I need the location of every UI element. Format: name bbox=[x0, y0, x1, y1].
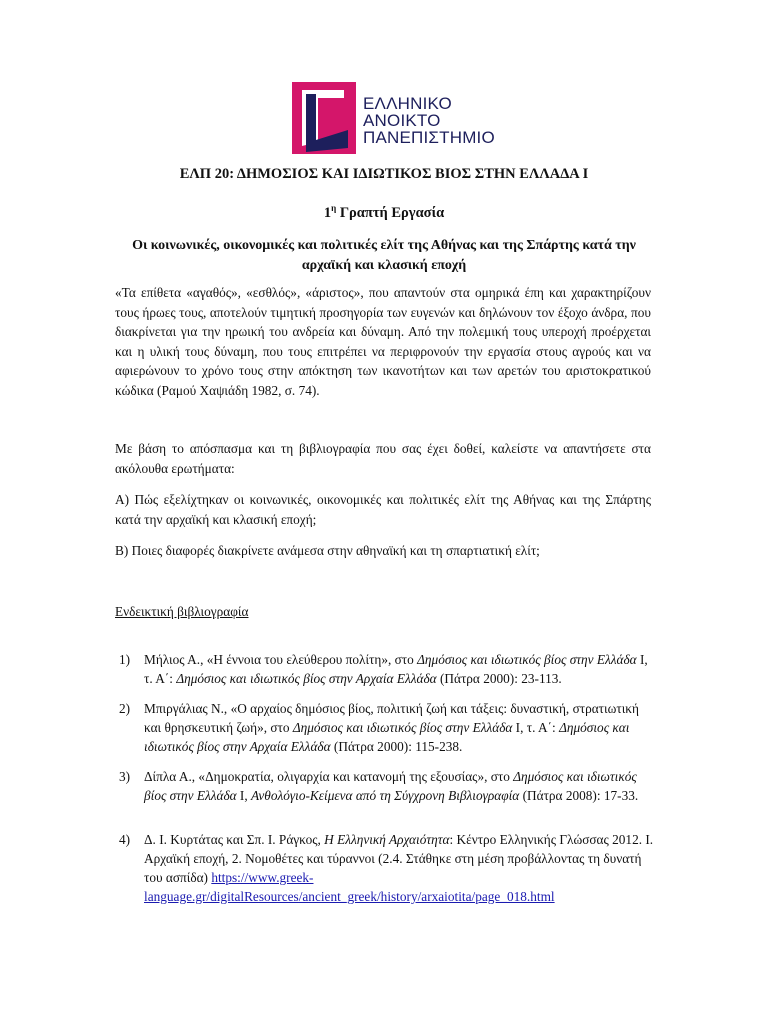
bibliography-heading: Ενδεικτική βιβλιογραφία bbox=[115, 604, 249, 619]
bib-text bbox=[144, 699, 655, 756]
bib-number: 4) bbox=[119, 832, 131, 847]
bib-series: Δημόσιος και ιδιωτικός βίος στην Ελλάδα bbox=[292, 720, 513, 735]
bib-series: Δημόσιος και ιδιωτικός βίος στην Ελλάδα bbox=[417, 652, 637, 667]
bib-volume: Ι, τ. Α΄: bbox=[512, 720, 560, 735]
bibliography-item bbox=[115, 650, 655, 688]
topic-line-2: αρχαϊκή και κλασική εποχή bbox=[301, 258, 467, 273]
bib-subtitle: Δημόσιος και ιδιωτικός βίος στην Αρχαία Ελλάδα bbox=[144, 720, 630, 754]
assignment-ordinal: η bbox=[331, 203, 337, 213]
logo-line-2: ΑΝΟΙΚΤΟ bbox=[363, 111, 441, 130]
bib-author: Μήλιος Α., «Η έννοια του ελεύθερου πολίτη», στο bbox=[144, 652, 418, 667]
bibliography-item bbox=[115, 830, 655, 906]
bibliography-item bbox=[115, 767, 655, 805]
bib-pages: (Πάτρα 2000): 23-113. bbox=[436, 671, 562, 686]
bib-text bbox=[144, 830, 655, 906]
logo-wordmark bbox=[363, 95, 495, 146]
assignment-title bbox=[0, 203, 768, 222]
bib-author: Μπιργάλιας Ν., «Ο αρχαίος δημόσιος βίος, πολιτική ζωή και τάξεις: δυναστική, στρατιωτική και θρησκευτική ζωή», στο bbox=[144, 701, 639, 735]
bib-volume: Ι, bbox=[236, 788, 252, 803]
intro-paragraph: Με βάση το απόσπασμα και τη βιβλιογραφία που σας έχει δοθεί, καλείστε να απαντήσετε στα ακόλουθα ερωτήματα: bbox=[115, 441, 651, 476]
bib-pages: (Πάτρα 2000): 115-238. bbox=[330, 739, 463, 754]
bib-series: Δημόσιος και ιδιωτικός βίος στην Ελλάδα bbox=[144, 769, 637, 803]
bib-author: Δ. Ι. Κυρτάτας και Σπ. Ι. Ράγκος, bbox=[144, 832, 325, 847]
question-a: Α) Πώς εξελίχτηκαν οι κοινωνικές, οικονομικές και πολιτικές ελίτ της Αθήνας και της Σπάρτης κατά την αρχαϊκή και κλασική εποχή; bbox=[115, 492, 651, 527]
bib-number: 2) bbox=[119, 701, 131, 716]
bib-subtitle: Δημόσιος και ιδιωτικός βίος στην Αρχαία Ελλάδα bbox=[176, 671, 437, 686]
bib-details: : Κέντρο Ελληνικής Γλώσσας 2012. Ι. Αρχαϊκή εποχή, 2. Νομοθέτες και τύραννοι (2.4. Στάθηκε στη μέση προβάλλοντας τη δυνατή του ασπίδα) bbox=[144, 832, 654, 885]
bib-subtitle: Ανθολόγιο-Κείμενα από τη Σύγχρονη Βιβλιογραφία bbox=[251, 788, 520, 803]
bib-author: Δίπλα Α., «Δημοκρατία, ολιγαρχία και κατανομή της εξουσίας», στο bbox=[144, 769, 514, 784]
course-title: ΕΛΠ 20: ΔΗΜΟΣΙΟΣ ΚΑΙ ΙΔΙΩΤΙΚΟΣ ΒΙΟΣ ΣΤΗΝ ΕΛΛΑΔΑ Ι bbox=[179, 166, 589, 182]
topic-line-1: Οι κοινωνικές, οικονομικές και πολιτικές ελίτ της Αθήνας και της Σπάρτης κατά την bbox=[132, 238, 636, 253]
logo-line-3: ΠΑΝΕΠΙΣΤΗΜΙΟ bbox=[363, 128, 495, 147]
bibliography-link[interactable]: https://www.greek-language.gr/digitalResources/ancient_greek/history/arxaiotita/page_018.html bbox=[144, 870, 555, 904]
bib-text bbox=[144, 767, 655, 805]
bib-title: Η Ελληνική Αρχαιότητα bbox=[324, 832, 450, 847]
bib-text bbox=[144, 650, 655, 688]
bib-number: 3) bbox=[119, 769, 131, 784]
topic-title bbox=[0, 236, 768, 276]
bibliography-item bbox=[115, 699, 655, 756]
assignment-label: Γραπτή Εργασία bbox=[339, 204, 445, 221]
bib-number: 1) bbox=[119, 652, 131, 667]
bib-volume: Ι, τ. Α΄: bbox=[144, 652, 648, 686]
quote-paragraph: «Τα επίθετα «αγαθός», «εσθλός», «άριστος», που απαντούν στα ομηρικά έπη και χαρακτηρίζουν τους ήρωες τους, αποτελούν τιμητική προσηγορία των ευγενών και δηλώνουν τον έξοχο άνδρα, που διακρίνεται για την ηρωική του ανδρεία και δύναμη. Από την πολεμική τους υπεροχή προέρχεται και η υλική τους δύναμη, που τους επιτρέπει να περιφρονούν την εργασία στους αγρούς και να αφιερώνουν το χρόνο τους στην απόκτηση των ικανοτήτων και των αρετών του αριστοκρατικού κώδικα (Ραμού Χαψιάδη 1982, σ. 74). bbox=[115, 285, 651, 398]
logo-line-1: ΕΛΛΗΝΙΚΟ bbox=[363, 94, 452, 113]
assignment-number: 1 bbox=[323, 204, 332, 221]
question-b: Β) Ποιες διαφορές διακρίνετε ανάμεσα στην αθηναϊκή και τη σπαρτιατική ελίτ; bbox=[115, 543, 540, 558]
bib-pages: (Πάτρα 2008): 17-33. bbox=[519, 788, 639, 803]
